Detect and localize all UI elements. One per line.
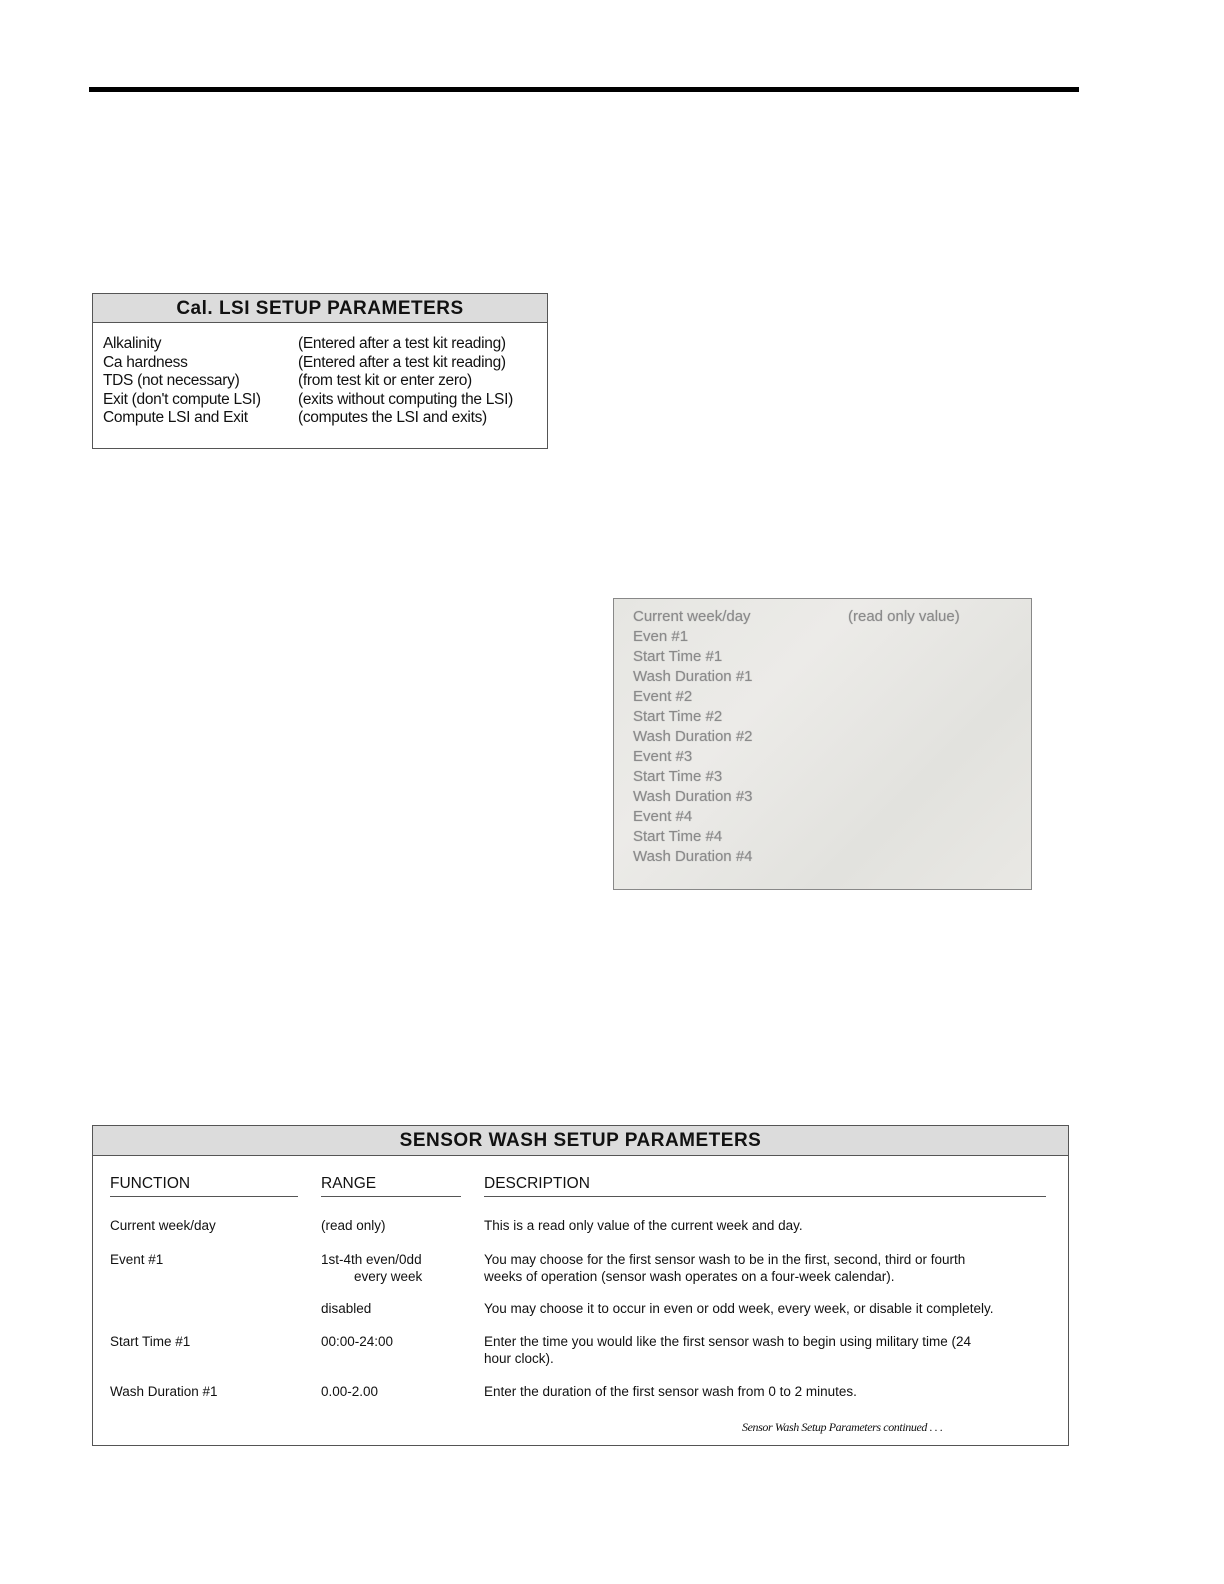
screen-row — [633, 767, 1023, 787]
screen-row — [633, 827, 1023, 847]
screen-row — [633, 667, 1023, 687]
screen-label: Start Time #3 — [633, 768, 723, 785]
screen-row — [633, 607, 1023, 627]
screen-value — [848, 687, 1023, 707]
screen-label: Even #1 — [633, 628, 689, 645]
wash-range: 00:00-24:00 — [321, 1334, 394, 1349]
lsi-box-title: Cal. LSI SETUP PARAMETERS — [93, 294, 547, 323]
screen-row — [633, 747, 1023, 767]
screen-value — [848, 807, 1023, 827]
screen-value — [848, 767, 1023, 787]
screen-label: Wash Duration #2 — [633, 728, 753, 745]
screen-value — [848, 787, 1023, 807]
header-rule — [89, 87, 1079, 92]
continued-note: Sensor Wash Setup Parameters continued . . . — [742, 1420, 943, 1434]
sensor-wash-screen-capture — [613, 598, 1032, 890]
wash-description: You may choose it to occur in even or odd week, every week, or disable it completely. — [484, 1301, 994, 1316]
screen-label: Event #2 — [633, 688, 693, 705]
screen-row — [633, 647, 1023, 667]
screen-label: Start Time #2 — [633, 708, 723, 725]
lsi-row — [103, 409, 541, 428]
screen-row — [633, 787, 1023, 807]
lsi-parameters-box — [92, 293, 548, 449]
wash-description: Enter the duration of the first sensor wash from 0 to 2 minutes. — [484, 1384, 857, 1399]
lsi-row — [103, 391, 541, 410]
screen-label: Wash Duration #4 — [633, 848, 753, 865]
screen-menu-list — [633, 607, 1023, 867]
screen-value — [848, 667, 1023, 687]
lsi-row — [103, 372, 541, 391]
screen-value: (read only value) — [848, 608, 960, 625]
lsi-param: TDS (not necessary) — [103, 372, 240, 390]
lsi-param: Ca hardness — [103, 353, 188, 371]
screen-value — [848, 727, 1023, 747]
lsi-param: Exit (don't compute LSI) — [103, 390, 261, 408]
wash-range: 0.00-2.00 — [321, 1384, 379, 1399]
lsi-parameter-list — [103, 335, 541, 428]
screen-label: Current week/day — [633, 608, 751, 625]
screen-row — [633, 727, 1023, 747]
screen-label: Wash Duration #3 — [633, 788, 753, 805]
screen-row — [633, 807, 1023, 827]
lsi-row — [103, 335, 541, 354]
screen-value — [848, 627, 1023, 647]
screen-label: Event #4 — [633, 808, 693, 825]
wash-function: Current week/day — [110, 1218, 216, 1233]
lsi-note: (exits without computing the LSI) — [298, 390, 513, 408]
screen-row — [633, 627, 1023, 647]
wash-range: (read only) — [321, 1218, 386, 1233]
wash-function: Start Time #1 — [110, 1334, 191, 1349]
lsi-note: (Entered after a test kit reading) — [298, 353, 506, 371]
wash-description-continued: hour clock). — [484, 1351, 554, 1366]
screen-label: Start Time #1 — [633, 648, 723, 665]
screen-row — [633, 707, 1023, 727]
wash-range: disabled — [321, 1301, 372, 1316]
lsi-note: (computes the LSI and exits) — [298, 409, 487, 427]
wash-description: You may choose for the first sensor wash to be in the first, second, third or fourth — [484, 1252, 966, 1267]
lsi-param: Compute LSI and Exit — [103, 409, 248, 427]
wash-function: Event #1 — [110, 1252, 164, 1267]
wash-function: Wash Duration #1 — [110, 1384, 218, 1399]
lsi-note: (from test kit or enter zero) — [298, 372, 472, 390]
screen-value — [848, 707, 1023, 727]
screen-label: Start Time #4 — [633, 828, 723, 845]
screen-value — [848, 847, 1023, 867]
lsi-param: Alkalinity — [103, 335, 162, 352]
lsi-row — [103, 354, 541, 373]
screen-label: Event #3 — [633, 748, 693, 765]
wash-range-continued: every week — [354, 1269, 423, 1284]
wash-range: 1st-4th even/0dd — [321, 1252, 422, 1267]
column-header-range: RANGE — [321, 1174, 461, 1197]
screen-value — [848, 827, 1023, 847]
screen-row — [633, 687, 1023, 707]
column-header-function: FUNCTION — [110, 1174, 298, 1197]
screen-value — [848, 647, 1023, 667]
screen-row — [633, 847, 1023, 867]
lsi-note: (Entered after a test kit reading) — [298, 335, 506, 352]
wash-description: Enter the time you would like the first sensor wash to begin using military time (24 — [484, 1334, 971, 1349]
screen-label: Wash Duration #1 — [633, 668, 753, 685]
wash-description: This is a read only value of the current week and day. — [484, 1218, 803, 1233]
screen-value — [848, 747, 1023, 767]
wash-description-continued: weeks of operation (sensor wash operates on a four-week calendar). — [484, 1269, 895, 1284]
column-header-description: DESCRIPTION — [484, 1174, 1046, 1197]
wash-box-title: SENSOR WASH SETUP PARAMETERS — [93, 1126, 1068, 1156]
